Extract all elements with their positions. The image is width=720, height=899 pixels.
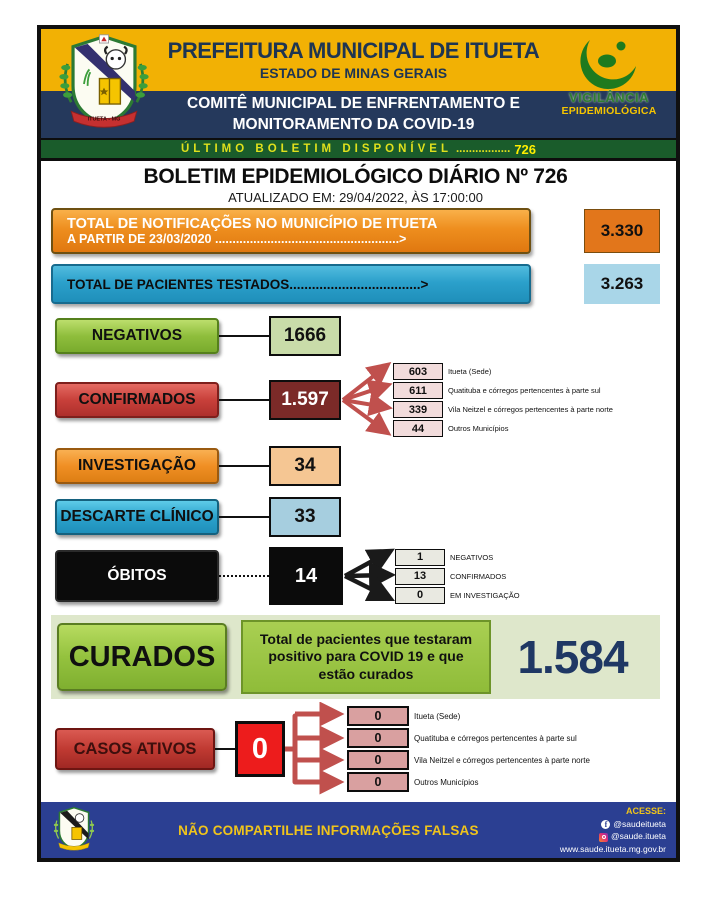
- casos-ativos-row: [55, 701, 660, 797]
- ativos-quatituba-value: 0: [347, 728, 409, 748]
- facebook-handle: @saudeitueta: [613, 819, 666, 830]
- obitos-confirmados-value: 13: [395, 568, 445, 585]
- casos-ativos-breakdown: [347, 705, 590, 793]
- last-bulletin-label: ÚLTIMO BOLETIM DISPONÍVEL: [180, 143, 452, 155]
- curados-label: CURADOS: [57, 623, 227, 691]
- itueta-coat-of-arms-icon: [55, 33, 153, 135]
- obitos-investigacao-value: 0: [395, 587, 445, 604]
- last-bulletin-number: 726: [514, 141, 537, 157]
- instagram-link[interactable]: [560, 830, 666, 842]
- crest-ribbon-text: ITUETA - MG: [87, 116, 121, 123]
- confirmados-label: CONFIRMADOS: [55, 382, 219, 418]
- breakdown-item: [395, 567, 520, 586]
- negativos-value: 1666: [269, 316, 341, 356]
- tested-row: [51, 264, 660, 304]
- breakdown-item: [393, 381, 613, 400]
- breakdown-item: [347, 727, 590, 749]
- ativos-sede-label: Itueta (Sede): [414, 711, 461, 721]
- notifications-row: [51, 208, 660, 254]
- vigilancia-logo: [546, 30, 672, 138]
- obitos-investigacao-label: EM INVESTIGAÇÃO: [450, 590, 520, 600]
- facebook-icon: f: [601, 820, 610, 829]
- ativos-vila-neitzel-label: Vila Neitzel e córregos pertencentes à parte norte: [414, 755, 590, 765]
- confirmados-vila-neitzel-value: 339: [393, 401, 443, 418]
- breakdown-item: [395, 548, 520, 567]
- bulletin-title: BOLETIM EPIDEMIOLÓGICO DIÁRIO Nº 726: [143, 165, 568, 188]
- itueta-coat-of-arms-small-icon: [51, 806, 97, 854]
- curados-value: 1.584: [517, 631, 628, 683]
- last-bulletin-dots: .................: [455, 143, 511, 155]
- descarte-value: 33: [269, 497, 341, 537]
- casos-ativos-value: 0: [235, 721, 285, 777]
- confirmados-connector-line: [219, 399, 269, 401]
- obitos-fan-arrows-icon: [343, 545, 395, 607]
- notifications-bar: [51, 208, 531, 254]
- confirmados-quatituba-value: 611: [393, 382, 443, 399]
- negativos-row: [55, 316, 660, 356]
- confirmados-row: [55, 360, 660, 440]
- obitos-confirmados-label: CONFIRMADOS: [450, 571, 507, 581]
- confirmados-sede-value: 603: [393, 363, 443, 380]
- notifications-value: 3.330: [584, 209, 660, 253]
- ativos-outros-label: Outros Municípios: [414, 777, 479, 787]
- descarte-connector-line: [219, 516, 269, 518]
- negativos-label: NEGATIVOS: [55, 318, 219, 354]
- confirmados-fan-arrows-icon: [341, 359, 393, 441]
- ativos-outros-value: 0: [347, 772, 409, 792]
- breakdown-item: [347, 705, 590, 727]
- instagram-icon: [599, 833, 608, 842]
- obitos-row: [55, 545, 660, 607]
- casos-ativos-bracket-arrows-icon: [285, 702, 347, 796]
- confirmados-outros-value: 44: [393, 420, 443, 437]
- confirmados-quatituba-label: Quatituba e córregos pertencentes à parte sul: [448, 386, 601, 395]
- descarte-row: [55, 497, 660, 537]
- confirmados-breakdown: [393, 362, 613, 438]
- footer: [41, 802, 676, 858]
- committee-line2: MONITORAMENTO DA COVID-19: [232, 115, 475, 133]
- negativos-connector-line: [219, 335, 269, 337]
- ativos-sede-value: 0: [347, 706, 409, 726]
- breakdown-item: [393, 362, 613, 381]
- descarte-label: DESCARTE CLÍNICO: [55, 499, 219, 535]
- last-bulletin-bar: [41, 140, 676, 161]
- prefeitura-title: PREFEITURA MUNICIPAL DE ITUETA: [167, 37, 540, 63]
- tested-bar: TOTAL DE PACIENTES TESTADOS...................................>: [51, 264, 531, 304]
- confirmados-sede-label: Itueta (Sede): [448, 367, 492, 376]
- tested-value: 3.263: [584, 264, 660, 304]
- committee-line1: COMITÊ MUNICIPAL DE ENFRENTAMENTO E: [187, 94, 520, 112]
- breakdown-item: [393, 400, 613, 419]
- facebook-link[interactable]: [560, 818, 666, 830]
- bulletin-updated: ATUALIZADO EM: 29/04/2022, ÀS 17:00:00: [228, 190, 483, 205]
- footer-warning: NÃO COMPARTILHE INFORMAÇÕES FALSAS: [178, 822, 479, 838]
- bulletin-content: [41, 161, 676, 802]
- obitos-label: ÓBITOS: [55, 550, 219, 602]
- obitos-negativos-value: 1: [395, 549, 445, 566]
- ativos-quatituba-label: Quatituba e córregos pertencentes à parte sul: [414, 733, 577, 743]
- notifications-label-line2: A PARTIR DE 23/03/2020 .....................................................>: [67, 232, 407, 246]
- confirmados-value: 1.597: [269, 380, 341, 420]
- estado-subtitle: ESTADO DE MINAS GERAIS: [259, 65, 448, 82]
- header: [41, 29, 676, 161]
- casos-ativos-label: CASOS ATIVOS: [55, 728, 215, 770]
- investigacao-value: 34: [269, 446, 341, 486]
- casos-ativos-connector-line: [215, 748, 235, 750]
- investigacao-connector-line: [219, 465, 269, 467]
- confirmados-outros-label: Outros Municípios: [448, 424, 509, 433]
- breakdown-item: [395, 586, 520, 605]
- obitos-negativos-label: NEGATIVOS: [450, 552, 494, 562]
- confirmados-vila-neitzel-label: Vila Neitzel e córregos pertencentes à parte norte: [448, 405, 613, 414]
- curados-description: Total de pacientes que testaram positivo para COVID 19 e que estão curados: [241, 620, 491, 694]
- breakdown-item: [393, 419, 613, 438]
- curados-band: [51, 615, 660, 699]
- instagram-handle: @saude.itueta: [611, 831, 666, 842]
- breakdown-item: [347, 749, 590, 771]
- obitos-breakdown: [395, 548, 520, 605]
- footer-access-label: ACESSE:: [625, 806, 666, 816]
- investigacao-row: [55, 446, 660, 486]
- obitos-dotted-connector-line: [219, 575, 269, 577]
- notifications-label-line1: TOTAL DE NOTIFICAÇÕES NO MUNICÍPIO DE ITUETA: [67, 216, 438, 232]
- investigacao-label: INVESTIGAÇÃO: [55, 448, 219, 484]
- footer-links: [560, 805, 666, 855]
- epidemiology-swoosh-icon: [566, 30, 652, 94]
- breakdown-item: [347, 771, 590, 793]
- ativos-vila-neitzel-value: 0: [347, 750, 409, 770]
- vigilancia-text: VIGILÂNCIA: [568, 90, 650, 105]
- website-link[interactable]: www.saude.itueta.mg.gov.br: [559, 843, 666, 854]
- bulletin-page: [37, 25, 680, 862]
- obitos-value: 14: [269, 547, 343, 605]
- epidemiologica-text: EPIDEMIOLÓGICA: [561, 105, 657, 117]
